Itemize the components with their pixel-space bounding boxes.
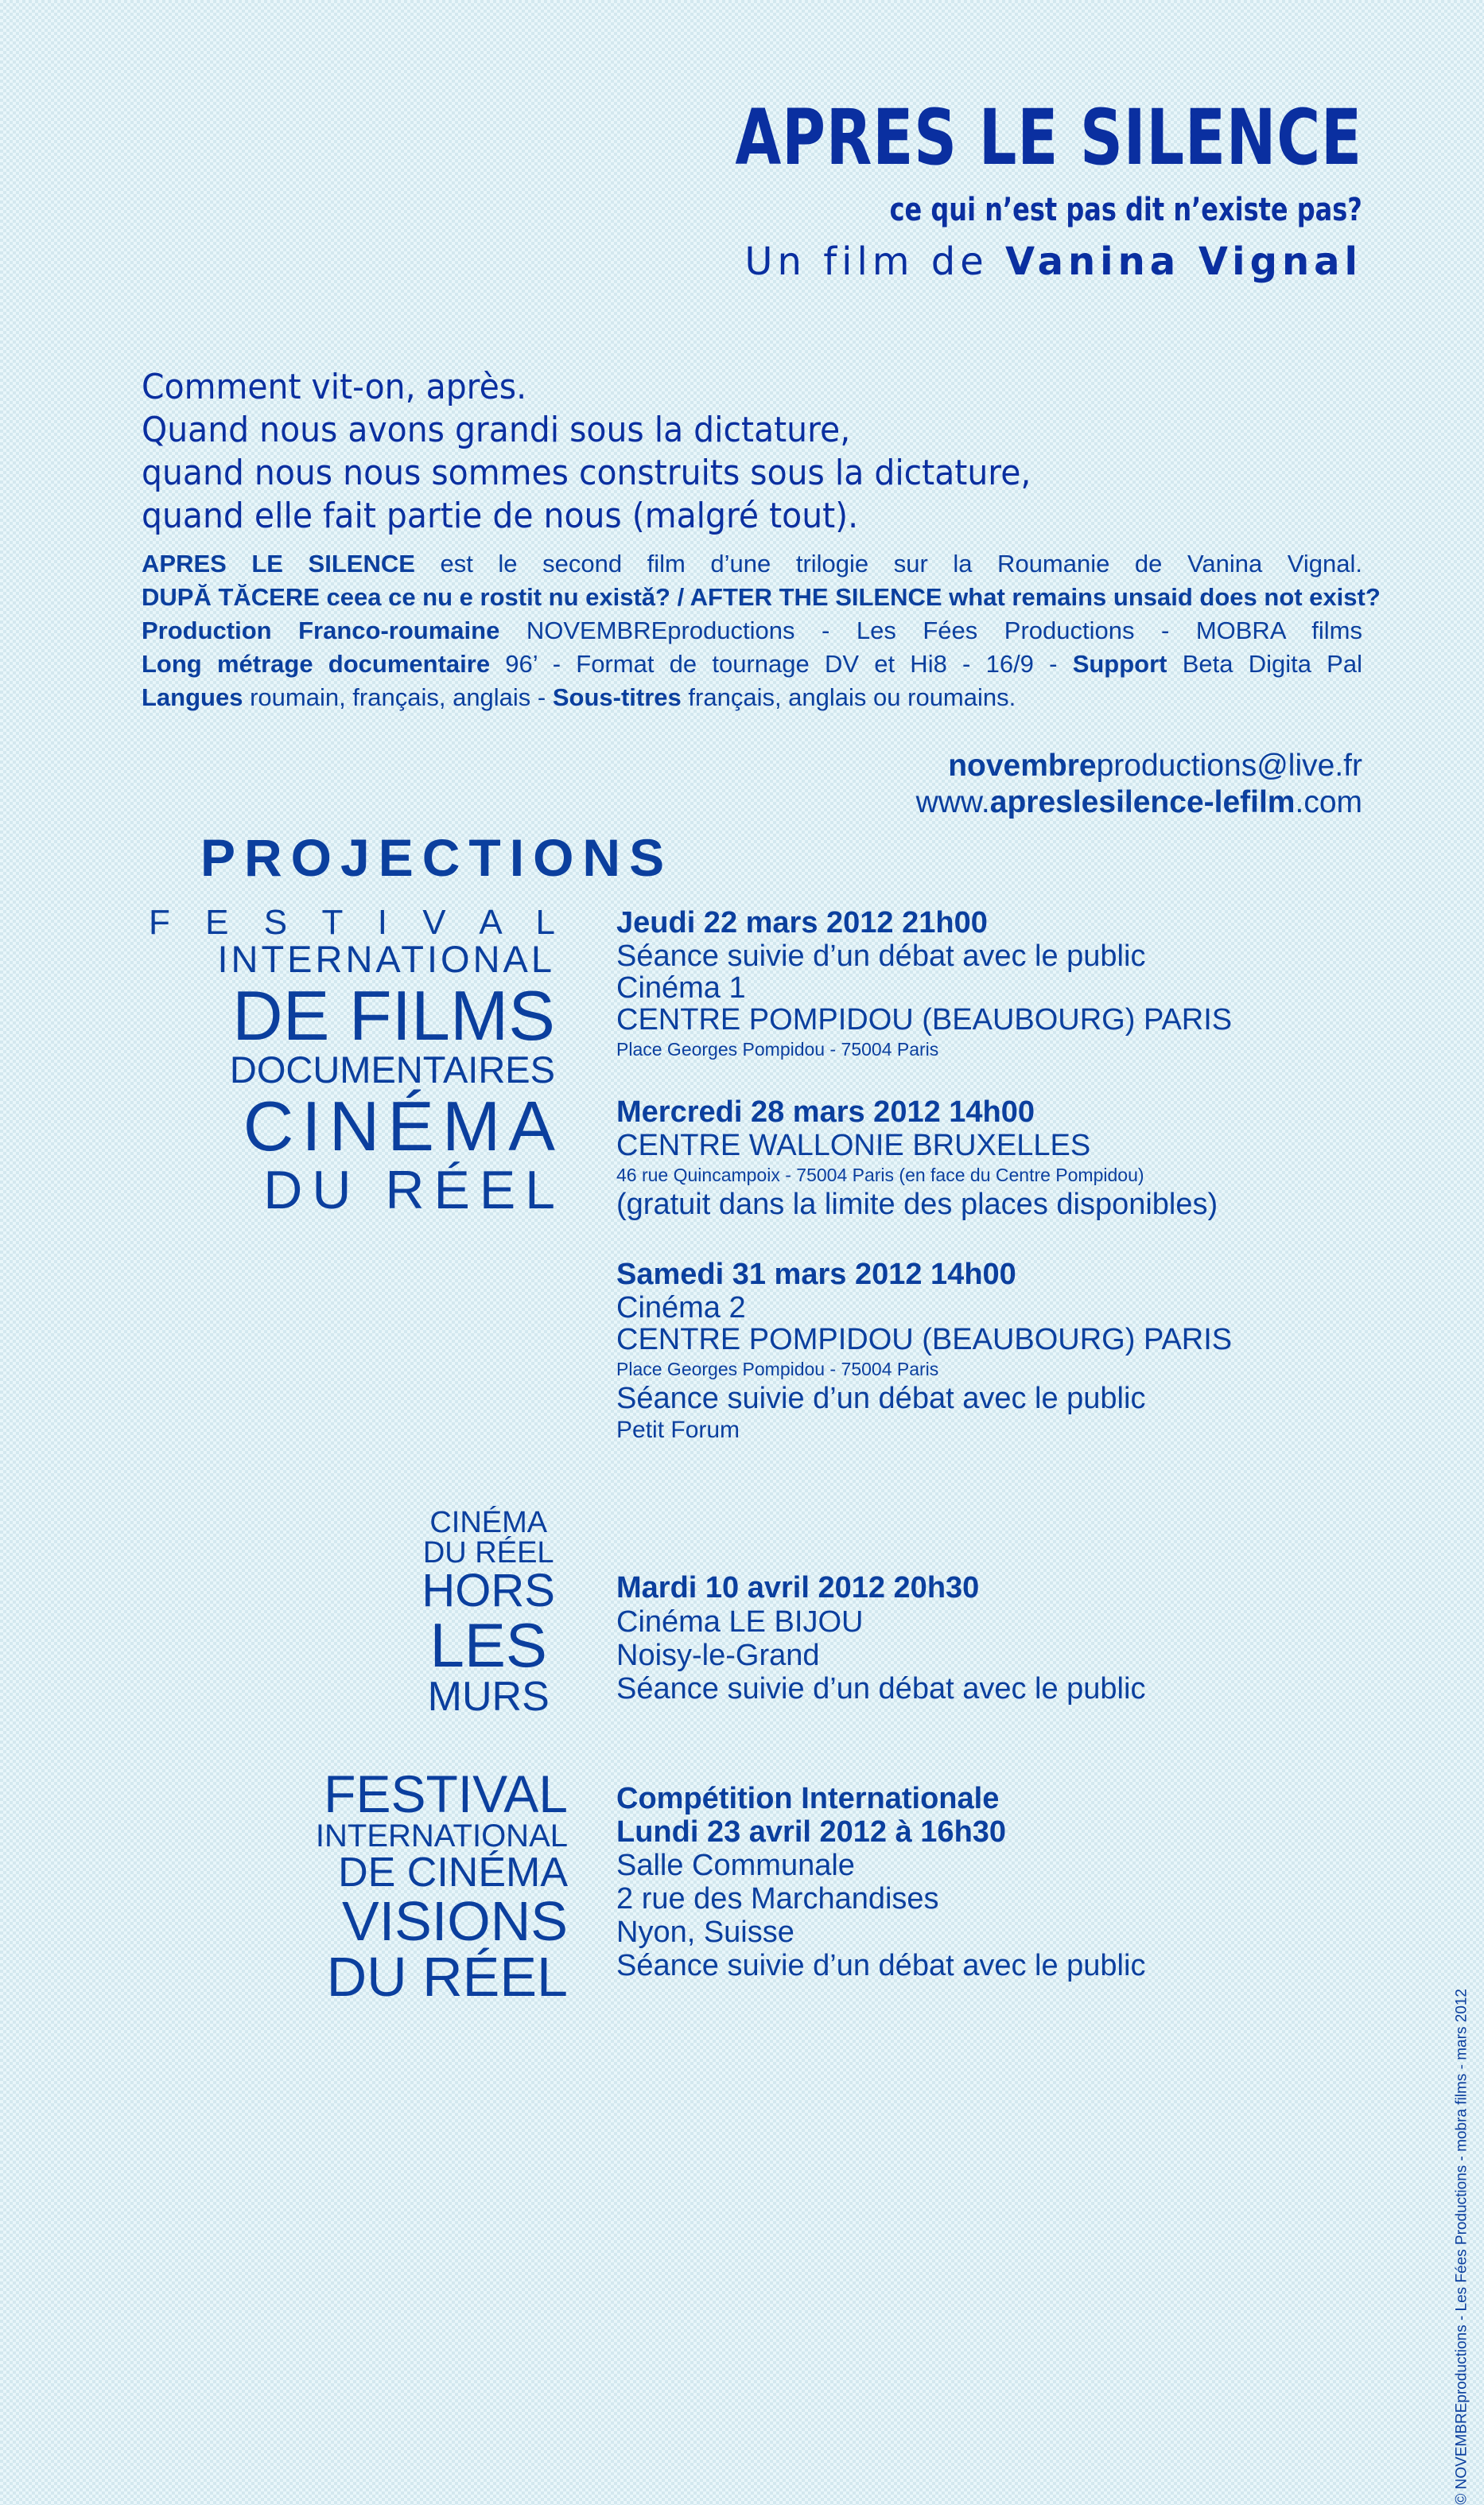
- byline-prefix: Un film de: [744, 239, 1006, 284]
- film-subtitle: ce qui n’est pas dit n’existe pas?: [889, 192, 1362, 228]
- intro-line: quand nous nous sommes construits sous la dictature,: [142, 453, 1031, 493]
- screening-city: Noisy-le-Grand: [616, 1639, 820, 1672]
- screening-line: Cinéma 2: [616, 1291, 746, 1324]
- film-info: [142, 547, 1381, 714]
- logo-line: F E S T I V A L: [149, 903, 568, 942]
- email-rest: productions@live.fr: [1096, 749, 1362, 783]
- info-bold: DUPĂ TĂCERE ceea ce nu e rostit nu existǎ? / AFTER THE SILENCE what remains unsaid does not exist?: [142, 583, 1381, 611]
- logo-line: CINÉMA: [243, 1087, 563, 1165]
- info-line-production: [142, 614, 1362, 648]
- info-text: Beta Digita Pal: [1167, 650, 1362, 678]
- info-text: NOVEMBREproductions - Les Fées Productions - MOBRA films: [499, 617, 1363, 644]
- screening-venue: CENTRE POMPIDOU (BEAUBOURG) PARIS: [616, 1323, 1233, 1356]
- director-name: Vanina Vignal: [1005, 239, 1362, 284]
- copyright-notice: © NOVEMBREproductions - Les Fées Productions - mobra films - mars 2012: [1454, 1989, 1470, 2505]
- info-line-trilogy: [142, 547, 1362, 581]
- screening-4: [616, 1570, 1145, 1706]
- info-bold: Langues: [142, 683, 243, 711]
- festival-logo-hors-les-murs: [422, 1506, 555, 1720]
- logo-line: VISIONS: [342, 1890, 568, 1952]
- info-bold: APRES LE SILENCE: [142, 550, 415, 578]
- screening-room: Petit Forum: [616, 1417, 740, 1443]
- info-text: est le second film d’une trilogie sur la Roumanie de Vanina Vignal.: [414, 550, 1363, 578]
- info-line-format: [142, 648, 1362, 681]
- intro-text: [142, 366, 1098, 538]
- web-prefix: www.: [915, 785, 990, 819]
- screening-date: Jeudi 22 mars 2012 21h00: [616, 906, 988, 939]
- contact-email[interactable]: [916, 748, 1362, 784]
- screening-date: Mercredi 28 mars 2012 14h00: [616, 1095, 1035, 1129]
- web-bold: apreslesilence-lefilm: [989, 785, 1296, 819]
- logo-line: DE FILMS: [232, 976, 555, 1055]
- logo-line: HORS: [422, 1565, 555, 1616]
- screening-line: Séance suivie d’un débat avec le public: [616, 939, 1146, 973]
- intro-line: Comment vit-on, après.: [142, 367, 527, 407]
- screening-date: Lundi 23 avril 2012 à 16h30: [616, 1815, 1007, 1849]
- screening-line: Séance suivie d’un débat avec le public: [616, 1672, 1146, 1706]
- screening-venue: Salle Communale: [616, 1849, 855, 1882]
- screening-2: [616, 1095, 1218, 1220]
- web-suffix: .com: [1295, 785, 1362, 819]
- screening-venue: CENTRE POMPIDOU (BEAUBOURG) PARIS: [616, 1003, 1233, 1037]
- festival-logo-cinema-du-reel: [149, 903, 568, 1220]
- screening-3: [616, 1257, 1232, 1446]
- logo-line: FESTIVAL: [324, 1764, 568, 1823]
- logo-line: INTERNATIONAL: [217, 938, 555, 980]
- intro-line: Quand nous avons grandi sous la dictature,: [142, 410, 851, 450]
- screening-venue: CENTRE WALLONIE BRUXELLES: [616, 1129, 1091, 1162]
- screening-address: Place Georges Pompidou - 75004 Paris: [616, 1039, 939, 1060]
- logo-line: DOCUMENTAIRES: [229, 1048, 555, 1091]
- info-bold: Long métrage documentaire: [142, 650, 491, 678]
- logo-line: DU RÉEL: [263, 1160, 565, 1220]
- logo-line: MURS: [427, 1674, 550, 1720]
- screening-1: [616, 905, 1232, 1063]
- film-title: APRES LE SILENCE: [735, 93, 1362, 182]
- screening-date: Samedi 31 mars 2012 14h00: [616, 1258, 1016, 1291]
- info-bold: Support: [1072, 650, 1167, 678]
- intro-line: quand elle fait partie de nous (malgré tout).: [142, 496, 859, 536]
- logo-line: DE CINÉMA: [338, 1850, 568, 1896]
- info-line-translations: [142, 581, 1381, 614]
- logo-line: CINÉMA: [429, 1506, 548, 1539]
- logo-line: DU RÉEL: [422, 1536, 554, 1570]
- screening-line: Cinéma 1: [616, 971, 746, 1005]
- projections-heading: PROJECTIONS: [200, 828, 674, 887]
- screening-address: 2 rue des Marchandises: [616, 1882, 939, 1916]
- contact-website[interactable]: [916, 784, 1362, 821]
- screening-address: 46 rue Quincampoix - 75004 Paris (en face du Centre Pompidou): [616, 1165, 1144, 1185]
- contact: [916, 748, 1362, 821]
- competition-title: Compétition Internationale: [616, 1782, 1000, 1815]
- header: [558, 93, 1362, 284]
- logo-line: INTERNATIONAL: [315, 1818, 568, 1853]
- logo-line: DU RÉEL: [326, 1946, 568, 2008]
- festival-logo-visions-du-reel: [315, 1764, 568, 2008]
- logo-line: LES: [429, 1610, 547, 1680]
- info-text: français, anglais ou roumains.: [681, 683, 1016, 711]
- info-bold: Sous-titres: [552, 683, 682, 711]
- screening-address: Place Georges Pompidou - 75004 Paris: [616, 1359, 939, 1379]
- info-bold: Production Franco-roumaine: [142, 617, 500, 644]
- info-line-languages: [142, 681, 1362, 714]
- screening-venue: Cinéma LE BIJOU: [616, 1605, 864, 1639]
- info-text: 96’ - Format de tournage DV et Hi8 - 16/9 -: [490, 650, 1073, 678]
- film-byline: [558, 239, 1362, 284]
- screening-line: (gratuit dans la limite des places disponibles): [616, 1188, 1218, 1221]
- screening-city: Nyon, Suisse: [616, 1916, 794, 1949]
- screening-date: Mardi 10 avril 2012 20h30: [616, 1571, 980, 1605]
- screening-5: [616, 1782, 1145, 1982]
- screening-line: Séance suivie d’un débat avec le public: [616, 1382, 1146, 1415]
- email-bold: novembre: [948, 749, 1097, 783]
- info-text: roumain, français, anglais -: [243, 683, 553, 711]
- screening-line: Séance suivie d’un débat avec le public: [616, 1949, 1146, 1982]
